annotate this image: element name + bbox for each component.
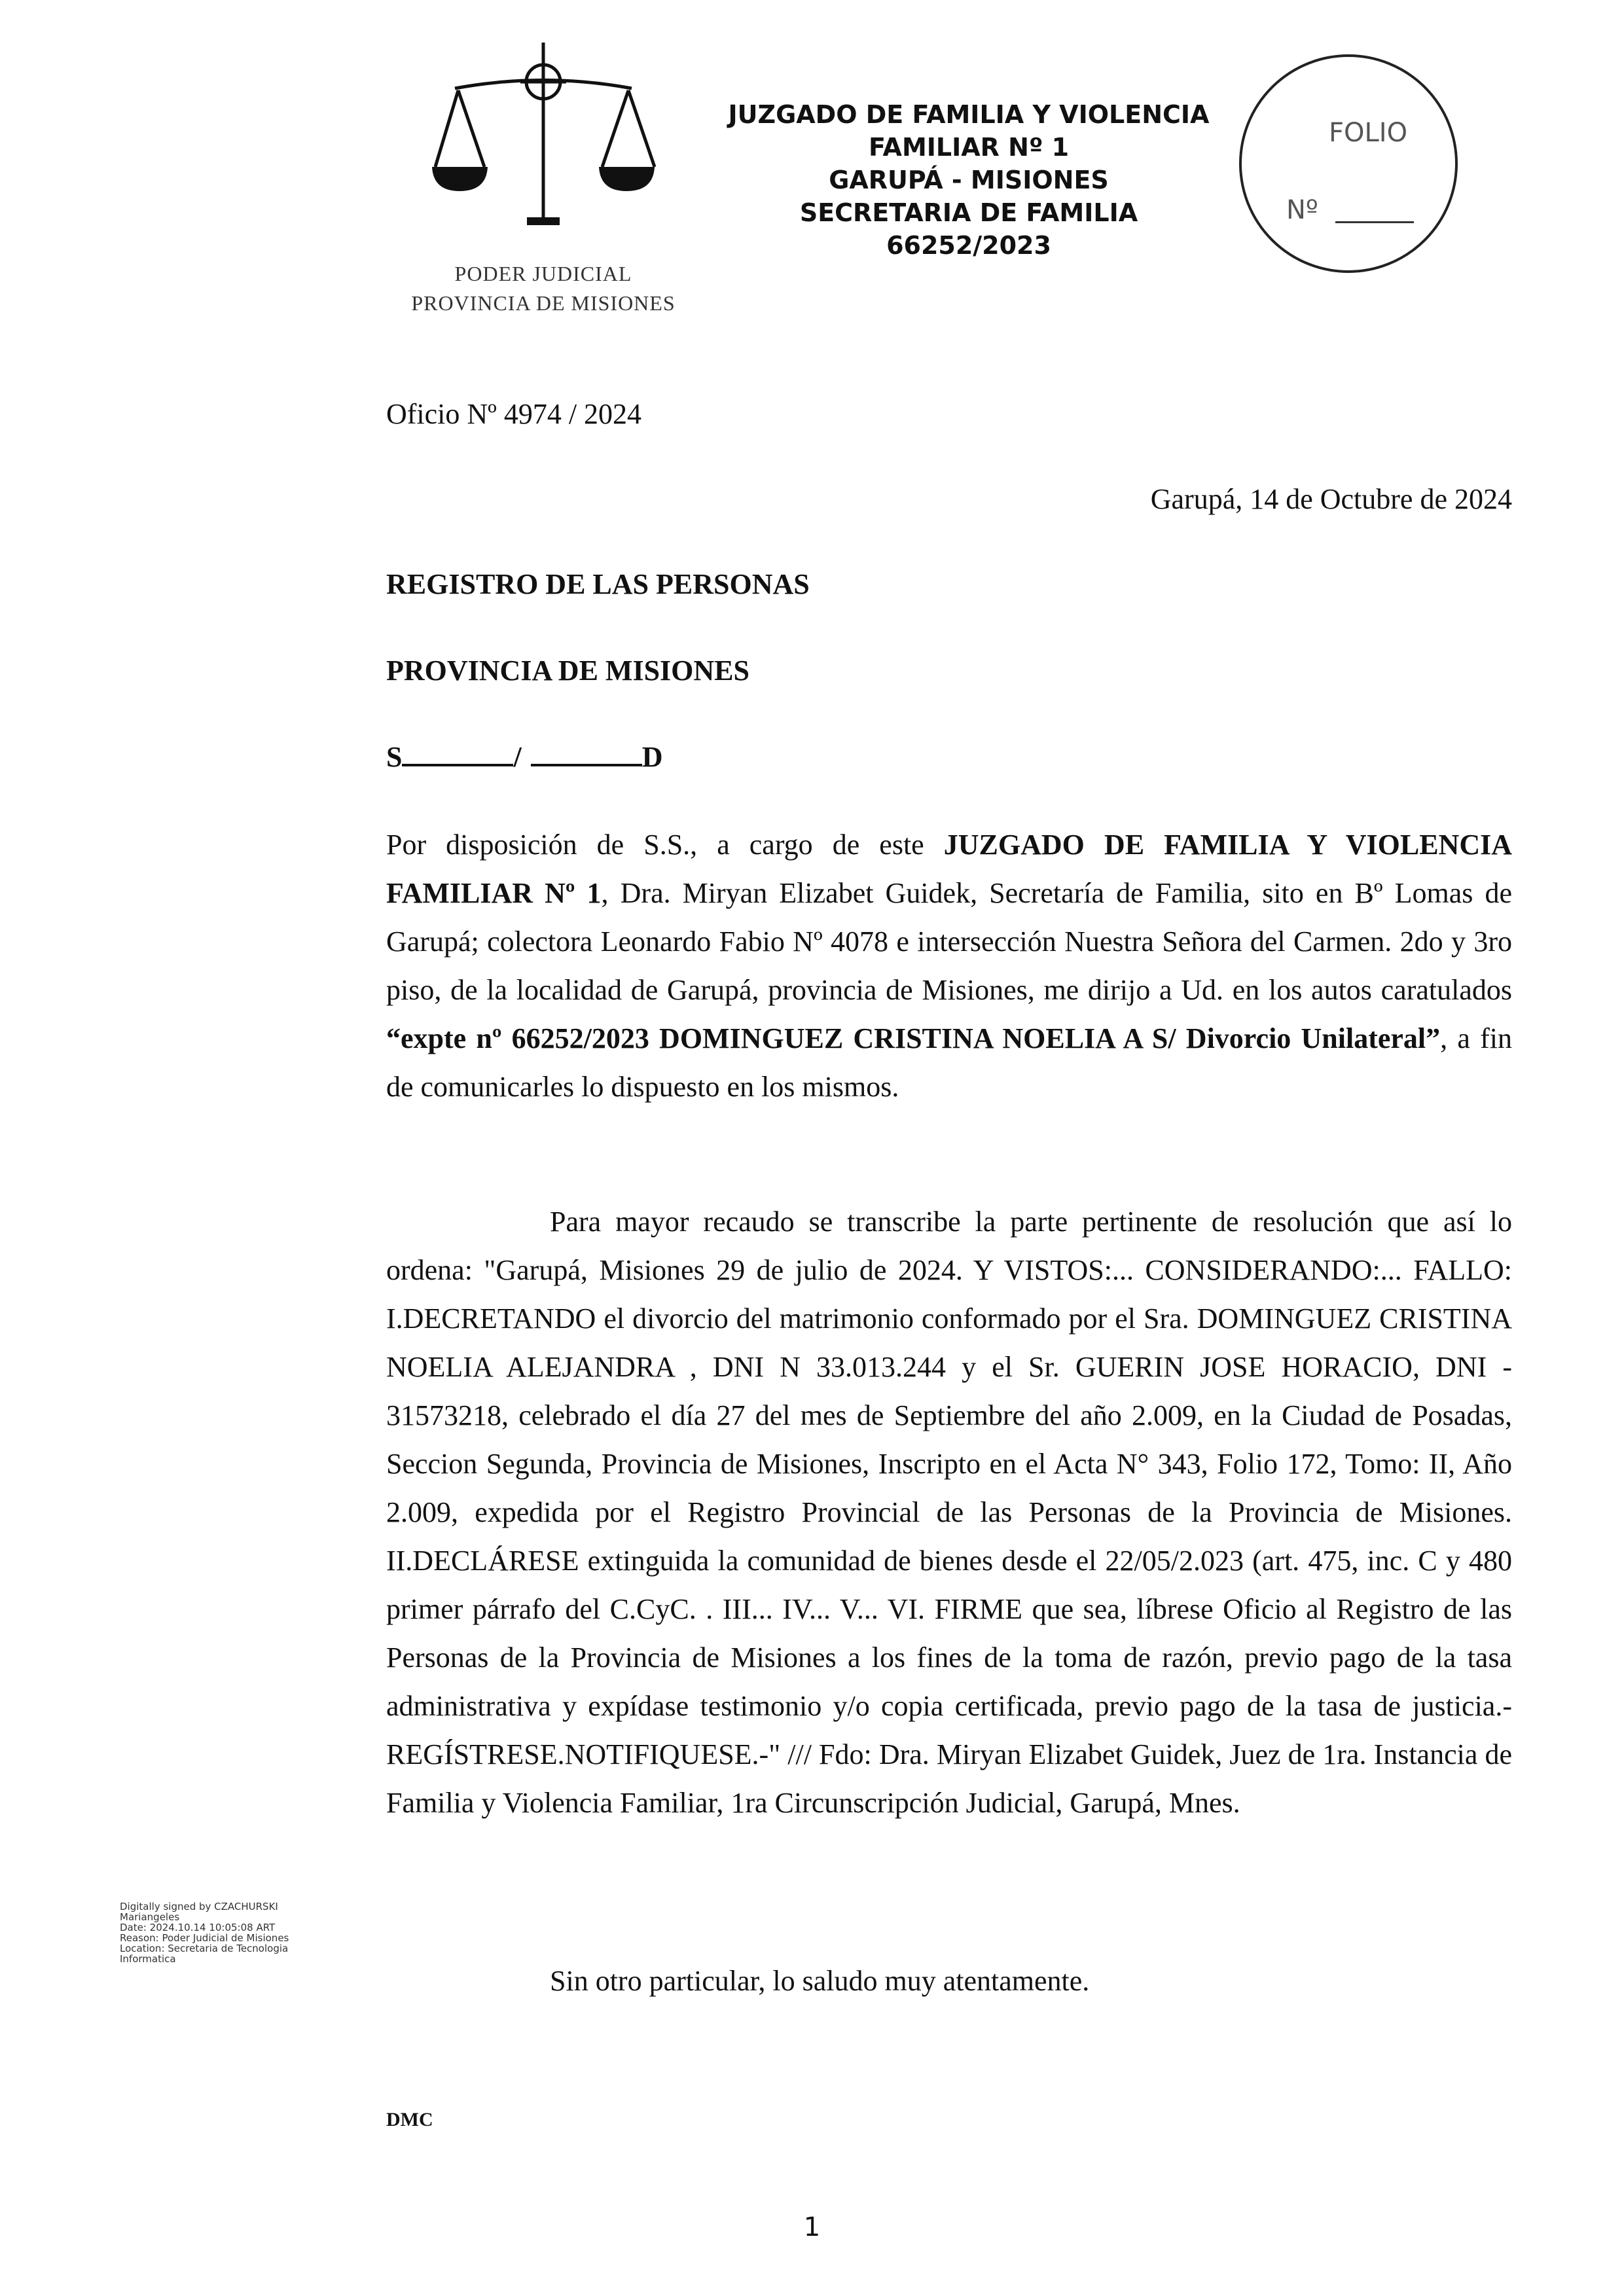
court-header	[687, 98, 1250, 262]
addressee-sd	[386, 733, 663, 781]
p1-case-title: “expte nº 66252/2023 DOMINGUEZ CRISTINA NOELIA A S/ Divorcio Unilateral”	[386, 1022, 1441, 1054]
signature-line: Mariangeles	[120, 1911, 180, 1923]
digital-signature	[120, 1901, 316, 1964]
addressee-line2: PROVINCIA DE MISIONES	[386, 655, 749, 687]
p1-court-name: JUZGADO DE FAMILIA Y VIOLENCIA FAMILIAR Nº 1	[386, 829, 1512, 909]
oficio-number: Oficio Nº 4974 / 2024	[386, 398, 642, 430]
p2-resolution-text: Para mayor recaudo se transcribe la parte pertinente de resolución que así lo ordena: "Garupá, Misiones 29 de julio de 2024. Y VISTOS:... CONSIDERANDO:... FALLO: I.DECRETANDO el divorcio del matrimonio conformado por el Sra. DOMINGUEZ CRISTINA NOELIA ALEJANDRA , DNI N 33.013.244 y el Sr. GUERIN JOSE HORACIO, DNI - 31573218, celebrado el día 27 del mes de Septiembre del año 2.009, en la Ciudad de Posadas, Seccion Segunda, Provincia de Misiones, Inscripto en el Acta N° 343, Folio 172, Tomo: II, Año 2.009, expedida por el Registro Provincial de las Personas de la Provincia de Misiones. II.DECLÁRESE extinguida la comunidad de bienes desde el 22/05/2.023 (art. 475, inc. C y 480 primer párrafo del C.CyC. . III... IV... V... VI. FIRME que sea, líbrese Oficio al Registro de las Personas de la Provincia de Misiones a los fines de la toma de razón, previo pago de la tasa administrativa y expídase testimonio y/o copia certificada, previo pago de la tasa de justicia.- REGÍSTRESE.NOTIFIQUESE.-" /// Fdo: Dra. Miryan Elizabet Guidek, Juez de 1ra. Instancia de Familia y Violencia Familiar, 1ra Circunscripción Judicial, Garupá, Mnes.	[386, 1206, 1512, 1819]
folio-blank-line	[1335, 221, 1414, 223]
paragraph-2	[386, 1198, 1512, 1827]
scales-of-justice-icon	[429, 39, 658, 229]
court-line: GARUPÁ - MISIONES	[829, 166, 1109, 194]
initials: DMC	[386, 2109, 433, 2130]
signature-line: Informatica	[120, 1953, 176, 1965]
court-line: FAMILIAR Nº 1	[868, 133, 1070, 162]
court-case-number: 66252/2023	[886, 231, 1051, 260]
folio-label: FOLIO	[1329, 118, 1408, 148]
sd-end: D	[641, 741, 663, 773]
folio-stamp	[1237, 52, 1460, 275]
logo-text-line1: PODER JUDICIAL	[454, 262, 632, 285]
logo-text-line2: PROVINCIA DE MISIONES	[411, 291, 676, 315]
sd-blank	[531, 738, 642, 766]
signature-line: Reason: Poder Judicial de Misiones	[120, 1932, 289, 1944]
document-date: Garupá, 14 de Octubre de 2024	[1150, 483, 1512, 515]
page-number: 1	[803, 2212, 821, 2242]
sd-start: S	[386, 741, 403, 773]
closing-line: Sin otro particular, lo saludo muy atentamente.	[550, 1965, 1090, 1997]
sd-separator: /	[513, 741, 522, 773]
signature-line: Date: 2024.10.14 10:05:08 ART	[120, 1922, 276, 1933]
p1-text-1: Por disposición de S.S., a cargo de este	[386, 829, 944, 861]
court-line: SECRETARIA DE FAMILIA	[799, 198, 1138, 227]
folio-circle-icon	[1237, 52, 1460, 275]
addressee-line1: REGISTRO DE LAS PERSONAS	[386, 568, 810, 600]
signature-line: Location: Secretaria de Tecnologia	[120, 1943, 289, 1954]
judicial-logo	[393, 39, 694, 315]
p1-text-3: , a fin de comunicarles lo dispuesto en los mismos.	[386, 1022, 1513, 1103]
signature-line: Digitally signed by CZACHURSKI	[120, 1901, 278, 1912]
court-line: JUZGADO DE FAMILIA Y VIOLENCIA	[728, 100, 1210, 129]
paragraph-1	[386, 821, 1512, 1111]
sd-blank	[402, 738, 513, 766]
folio-number-label: Nº	[1286, 195, 1318, 225]
p1-text-2: , Dra. Miryan Elizabet Guidek, Secretaría de Familia, sito en Bº Lomas de Garupá; colectora Leonardo Fabio Nº 4078 e intersección Nuestra Señora del Carmen. 2do y 3ro piso, de la localidad de Garupá, provincia de Misiones, me dirijo a Ud. en los autos caratulados	[386, 877, 1513, 1006]
